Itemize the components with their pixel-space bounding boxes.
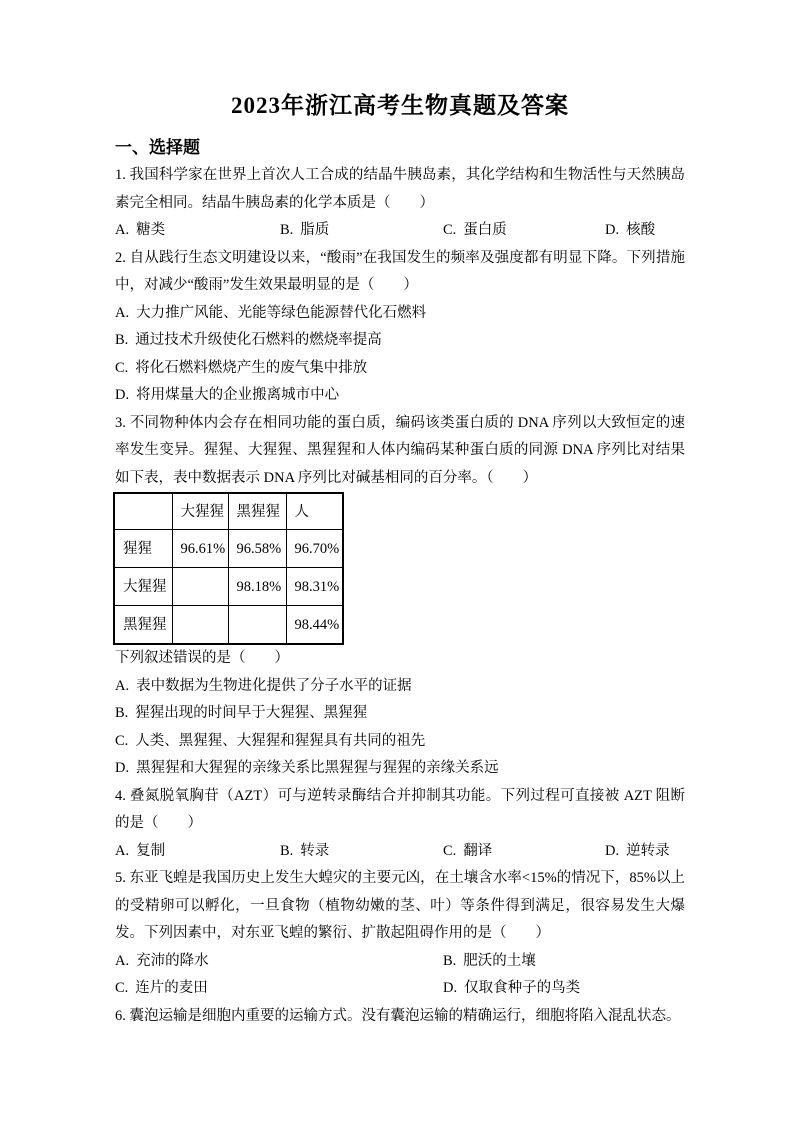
- option-b: [280, 217, 443, 245]
- option-label: D.: [443, 980, 458, 996]
- option-a: [115, 948, 443, 976]
- option-text: 猩猩出现的时间早于大猩猩、黑猩猩: [135, 705, 368, 721]
- option-label: D.: [605, 842, 620, 859]
- option-label: C.: [115, 732, 129, 749]
- table-row: [114, 568, 343, 606]
- option-c: [443, 838, 605, 866]
- option-c: [115, 355, 685, 383]
- option-text: 转录: [300, 842, 330, 859]
- table-row: [114, 530, 343, 568]
- section-heading: 一、选择题: [115, 138, 200, 157]
- question-5-stem: 5. 东亚飞蝗是我国历史上发生大蝗灾的主要元凶，在土壤含水率<15%的情况下，85%以上的受精卵可以孵化，一旦食物（植物幼嫩的茎、叶）等条件得到满足，很容易发生大爆发。下列因素中，对东亚飞蝗的繁衍、扩散起阻碍作用的是（ ）: [115, 870, 685, 941]
- option-d: [605, 838, 685, 866]
- option-label: B.: [115, 332, 129, 348]
- question-3: [115, 410, 685, 783]
- option-text: 表中数据为生物进化提供了分子水平的证据: [136, 677, 412, 694]
- option-label: A.: [115, 952, 130, 969]
- option-d: [115, 382, 685, 410]
- option-text: 糖类: [136, 222, 166, 238]
- option-c: [115, 728, 685, 756]
- option-c: [115, 975, 443, 1003]
- table-row-label: 猩猩: [114, 530, 172, 568]
- question-2-options: [115, 300, 685, 410]
- option-text: 将用煤量大的企业搬离城市中心: [136, 387, 340, 403]
- dna-comparison-table: [113, 492, 344, 645]
- option-label: D.: [115, 760, 130, 776]
- table-cell: 96.58%: [228, 530, 286, 568]
- question-1: [115, 162, 685, 245]
- option-text: 将化石燃料燃烧产生的废气集中排放: [135, 359, 368, 376]
- table-cell: 96.70%: [286, 530, 343, 568]
- option-text: 核酸: [626, 222, 656, 238]
- option-label: B.: [115, 705, 129, 721]
- option-a: [115, 673, 685, 701]
- option-label: C.: [115, 980, 129, 996]
- question-2: [115, 245, 685, 410]
- table-header-cell: 大猩猩: [172, 493, 228, 530]
- option-text: 复制: [136, 842, 166, 859]
- option-b: [280, 838, 443, 866]
- question-3-stem: 3. 不同物种体内会存在相同功能的蛋白质，编码该类蛋白质的 DNA 序列以大致恒定的速率发生变异。猩猩、大猩猩、黑猩猩和人体内编码某种蛋白质的同源 DNA 序列比对结果如下表，表中数据表示 DNA 序列比对碱基相同的百分率。（ ）: [115, 414, 685, 486]
- option-text: 逆转录: [626, 842, 670, 859]
- table-header-cell: 人: [286, 493, 343, 530]
- table-cell: [172, 568, 228, 606]
- option-text: 脂质: [300, 222, 330, 238]
- document-content: [115, 0, 685, 1030]
- option-label: B.: [443, 952, 457, 969]
- option-text: 人类、黑猩猩、大猩猩和猩猩具有共同的祖先: [135, 732, 426, 749]
- option-a: [115, 838, 280, 866]
- option-text: 充沛的降水: [136, 952, 209, 969]
- option-label: D.: [115, 387, 130, 403]
- question-4-stem: 4. 叠氮脱氧胸苷（AZT）可与逆转录酶结合并抑制其功能。下列过程可直接被 AZT 阻断的是（ ）: [115, 787, 685, 831]
- table-row: [114, 606, 343, 645]
- option-b: [443, 948, 685, 976]
- question-3-options: [115, 673, 685, 783]
- option-b: [115, 327, 685, 355]
- table-cell: 98.44%: [286, 606, 343, 645]
- question-4-options: [115, 838, 685, 866]
- option-label: C.: [443, 222, 457, 238]
- table-row-label: 黑猩猩: [114, 606, 172, 645]
- table-cell: 98.31%: [286, 568, 343, 606]
- option-d: [115, 755, 685, 783]
- option-label: A.: [115, 304, 130, 321]
- option-b: [115, 700, 685, 728]
- option-c: [443, 217, 605, 245]
- table-header-cell: 黑猩猩: [228, 493, 286, 530]
- option-label: D.: [605, 222, 620, 238]
- option-text: 大力推广风能、光能等绿色能源替代化石燃料: [136, 304, 427, 321]
- option-text: 连片的麦田: [135, 980, 208, 996]
- table-row-label: 大猩猩: [114, 568, 172, 606]
- option-text: 黑猩猩和大猩猩的亲缘关系比黑猩猩与猩猩的亲缘关系远: [136, 760, 499, 776]
- table-cell: 98.18%: [228, 568, 286, 606]
- option-label: B.: [280, 222, 294, 238]
- table-header-row: [114, 493, 343, 530]
- question-2-stem: 2. 自从践行生态文明建设以来，“酸雨”在我国发生的频率及强度都有明显下降。下列措施中，对减少“酸雨”发生效果最明显的是（ ）: [115, 249, 685, 293]
- option-a: [115, 217, 280, 245]
- option-d: [443, 975, 685, 1003]
- option-label: B.: [280, 842, 294, 859]
- question-3-prompt: 下列叙述错误的是（ ）: [115, 650, 289, 666]
- option-text: 翻译: [463, 842, 493, 859]
- question-1-stem: 1. 我国科学家在世界上首次人工合成的结晶牛胰岛素，其化学结构和生物活性与天然胰岛素完全相同。结晶牛胰岛素的化学本质是（ ）: [115, 167, 685, 211]
- option-label: C.: [115, 359, 129, 376]
- question-6-stem: 6. 囊泡运输是细胞内重要的运输方式。没有囊泡运输的精确运行，细胞将陷入混乱状态。: [115, 1007, 681, 1024]
- option-label: A.: [115, 222, 130, 238]
- option-text: 蛋白质: [463, 222, 507, 238]
- table-cell: [172, 606, 228, 645]
- table-cell: [228, 606, 286, 645]
- option-label: C.: [443, 842, 457, 859]
- question-5: [115, 865, 685, 1003]
- option-text: 通过技术升级使化石燃料的燃烧率提高: [135, 332, 382, 348]
- option-d: [605, 217, 685, 245]
- option-label: A.: [115, 842, 130, 859]
- option-text: 仅取食种子的鸟类: [464, 980, 581, 996]
- option-label: A.: [115, 677, 130, 694]
- table-header-cell: [114, 493, 172, 530]
- option-a: [115, 300, 685, 328]
- table-cell: 96.61%: [172, 530, 228, 568]
- document-title: 2023年浙江高考生物真题及答案: [231, 93, 569, 118]
- question-1-options: [115, 217, 685, 245]
- option-text: 肥沃的土壤: [463, 952, 536, 969]
- question-6: [115, 1003, 685, 1031]
- question-4: [115, 783, 685, 866]
- question-5-options: [115, 948, 685, 1003]
